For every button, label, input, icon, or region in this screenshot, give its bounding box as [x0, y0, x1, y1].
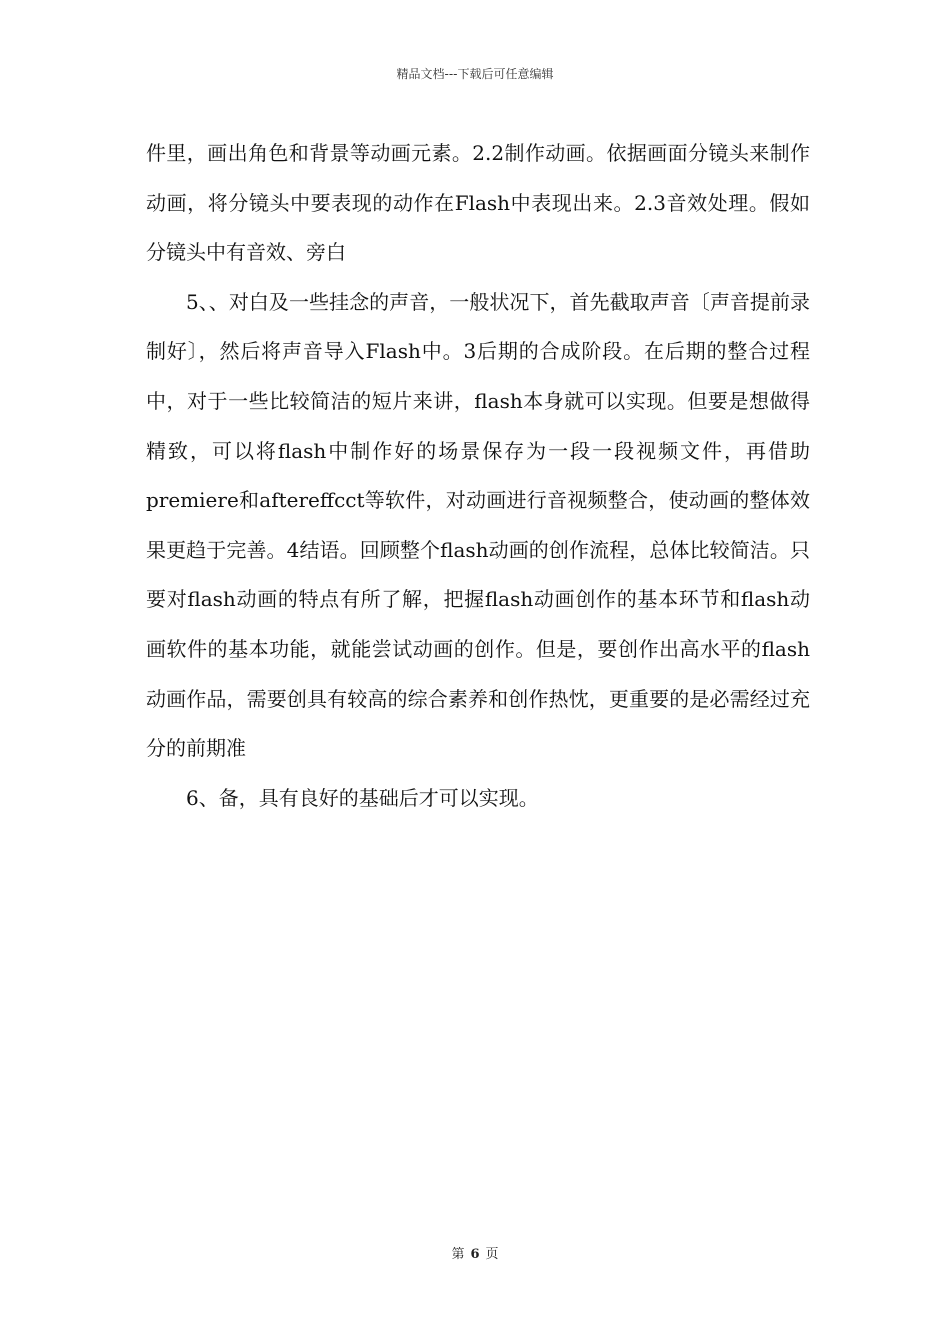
page-header	[0, 66, 950, 82]
footer-suffix: 页	[485, 1247, 499, 1262]
header-text: 精品文档---下载后可任意编辑	[396, 67, 554, 81]
document-body	[146, 129, 810, 823]
page-number: 6	[470, 1247, 480, 1262]
paragraph-1: 件里，画出角色和背景等动画元素。2.2制作动画。依据画面分镜头来制作动画，将分镜头中要表现的动作在Flash中表现出来。2.3音效处理。假如分镜头中有音效、旁白	[146, 141, 810, 265]
footer-prefix: 第	[451, 1247, 465, 1262]
page-footer	[0, 1246, 950, 1264]
paragraph-3: 6、备，具有良好的基础后才可以实现。	[186, 785, 539, 810]
paragraph-2: 5、、对白及一些挂念的声音，一般状况下，首先截取声音〔声音提前录制好〕，然后将声音导入Flash中。3后期的合成阶段。在后期的整合过程中，对于一些比较简洁的短片来讲，flash本身就可以实现。但要是想做得精致，可以将flash中制作好的场景保存为一段一段视频文件，再借助premiere和aftereffcct等软件，对动画进行音视频整合，使动画的整体效果更趋于完善。4结语。回顾整个flash动画的创作流程，总体比较简洁。只要对flash动画的特点有所了解，把握flash动画创作的基本环节和flash动画软件的基本功能，就能尝试动画的创作。但是，要创作出高水平的flash动画作品，需要创具有较高的综合素养和创作热忱，更重要的是必需经过充分的前期准	[146, 289, 810, 761]
